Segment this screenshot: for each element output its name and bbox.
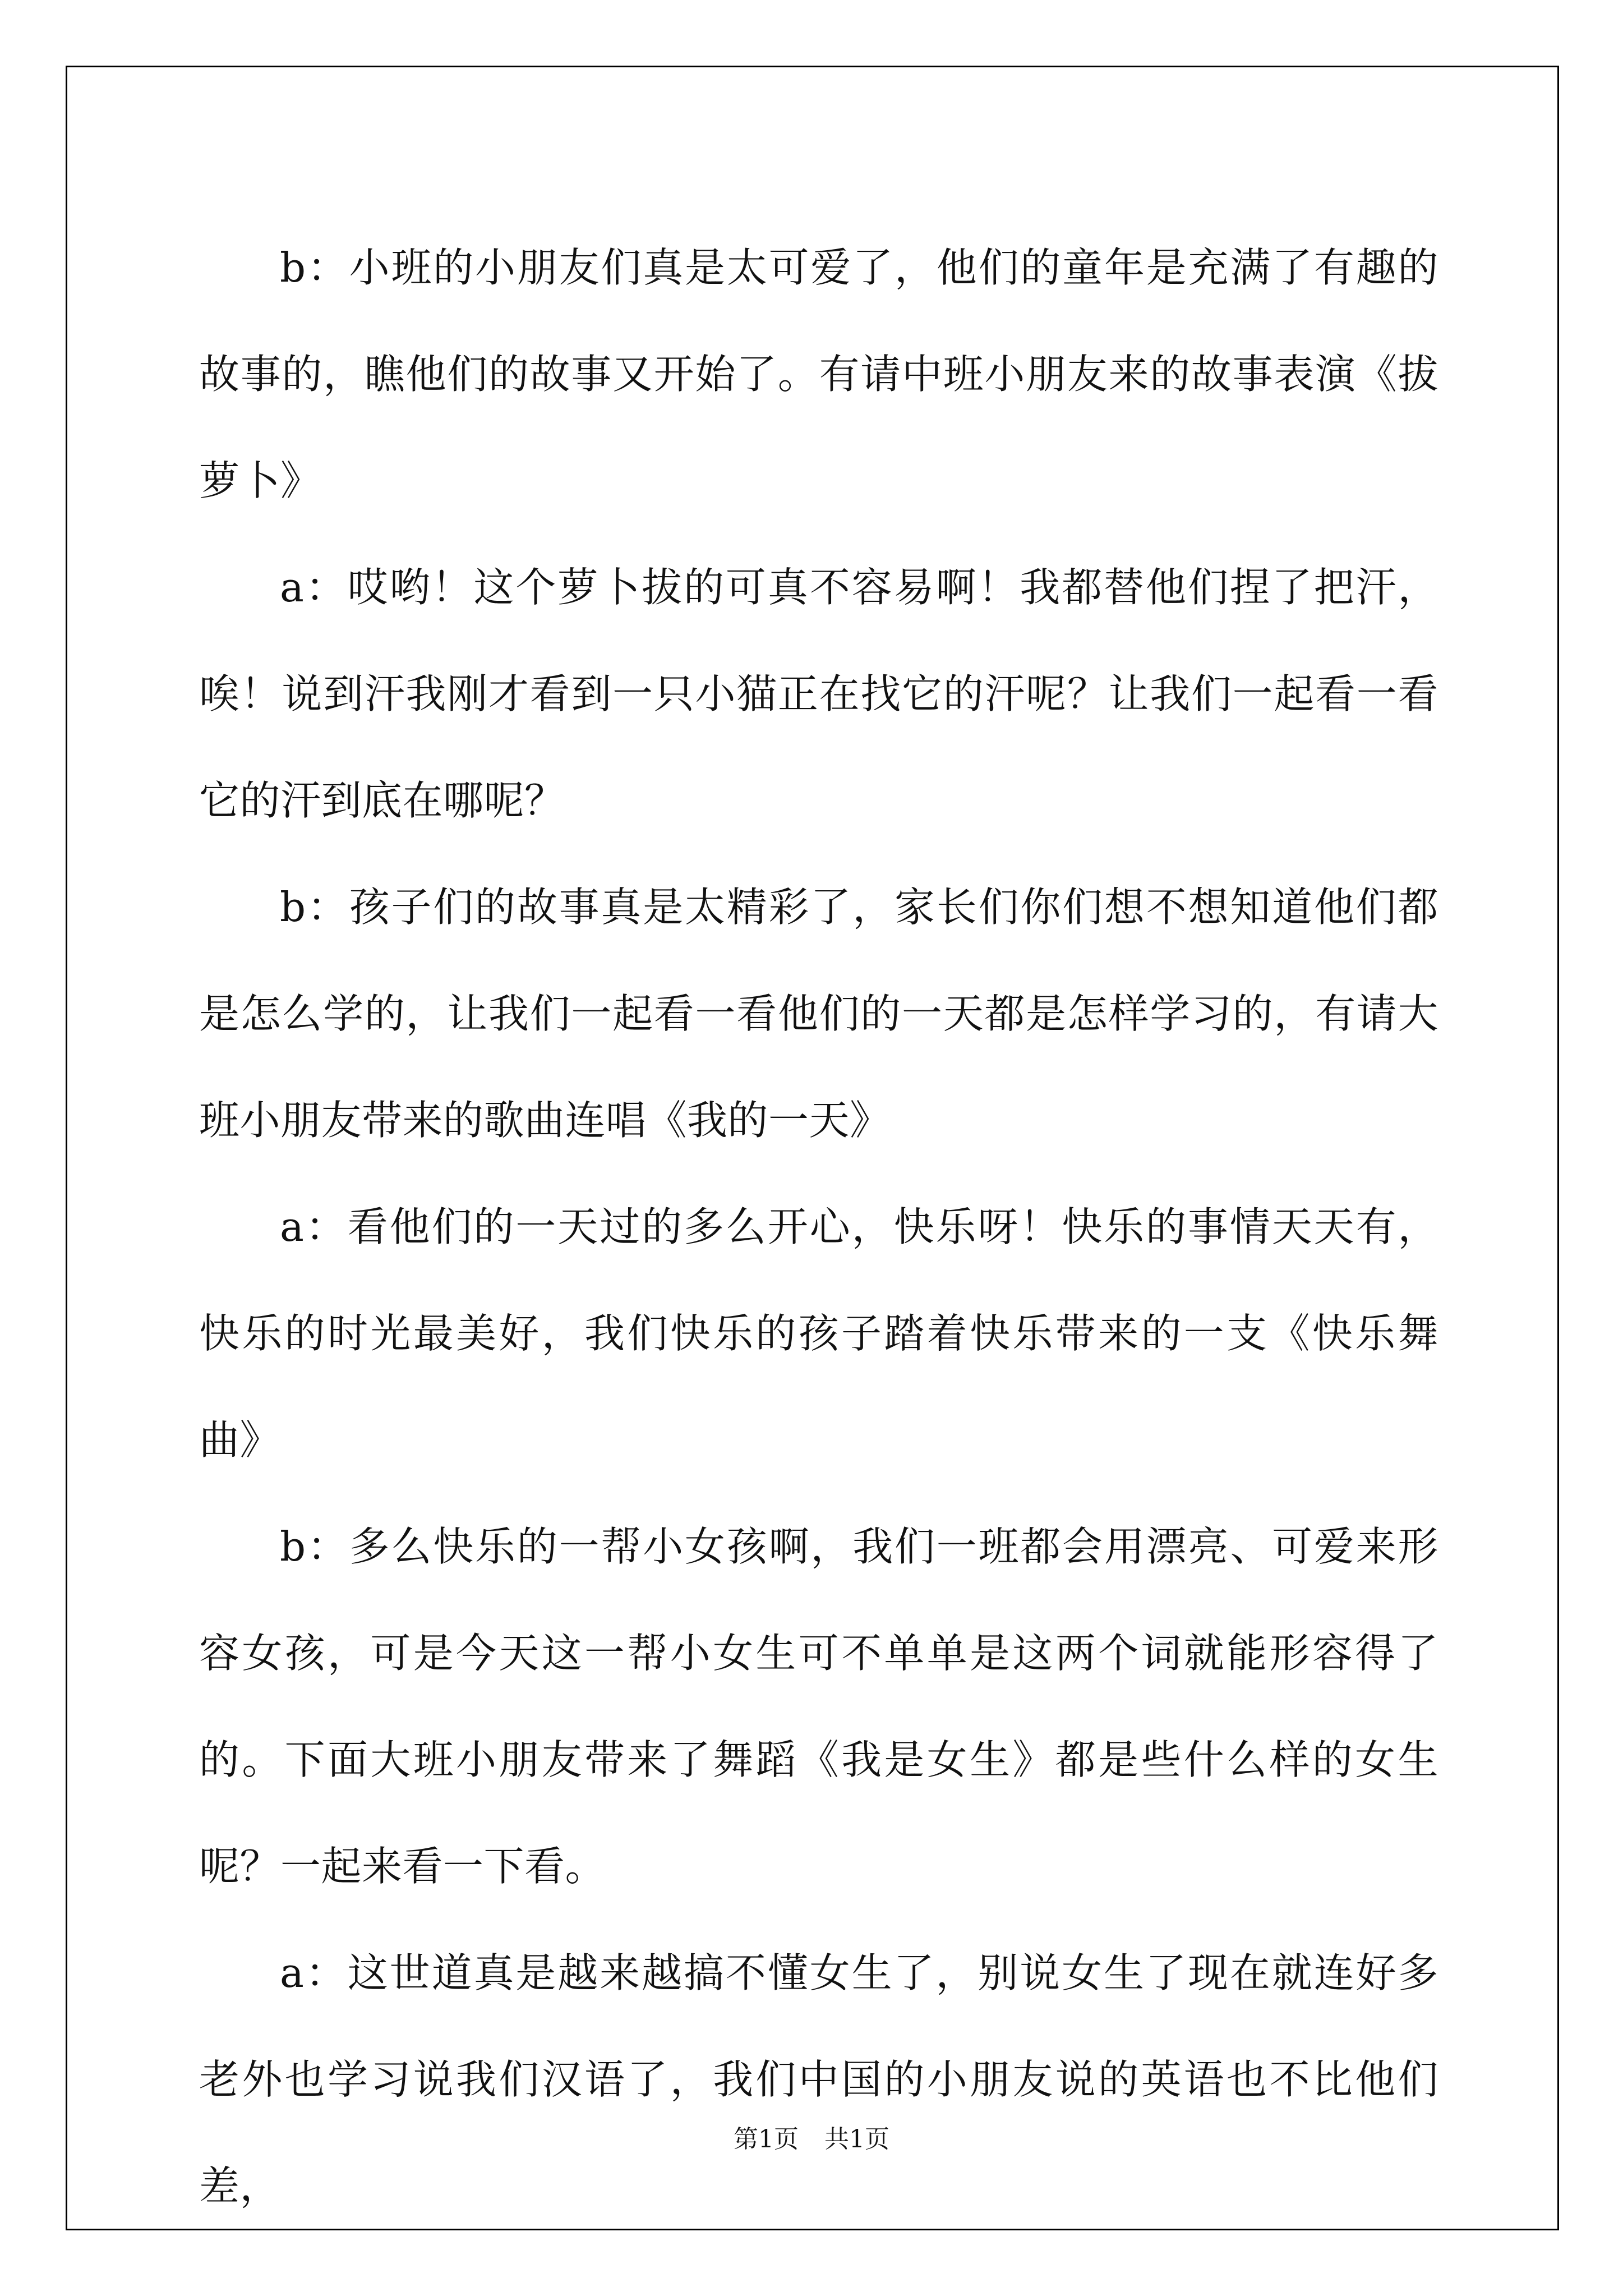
page-footer	[0, 2124, 1623, 2155]
page-number: 第1页	[734, 2125, 799, 2154]
paragraph-3: b：孩子们的故事真是太精彩了，家长们你们想不想知道他们都是怎么学的，让我们一起看一看他们的一天都是怎样学习的，有请大班小朋友带来的歌曲连唱《我的一天》	[199, 884, 1438, 1144]
paragraph-4: a：看他们的一天过的多么开心，快乐呀！快乐的事情天天有，快乐的时光最美好，我们快乐的孩子踏着快乐带来的一支《快乐舞曲》	[199, 1203, 1438, 1464]
paragraph-2: a：哎哟！这个萝卜拔的可真不容易啊！我都替他们捏了把汗，唉！说到汗我刚才看到一只小猫正在找它的汗呢？让我们一起看一看它的汗到底在哪呢？	[199, 564, 1438, 824]
paragraph-1: b：小班的小朋友们真是太可爱了，他们的童年是充满了有趣的故事的，瞧他们的故事又开始了。有请中班小朋友来的故事表演《拔萝卜》	[199, 244, 1438, 504]
paragraph-6: a：这世道真是越来越搞不懂女生了，别说女生了现在就连好多老外也学习说我们汉语了，我们中国的小朋友说的英语也不比他们差，	[199, 1949, 1438, 2210]
paragraph-5: b：多么快乐的一帮小女孩啊，我们一班都会用漂亮、可爱来形容女孩，可是今天这一帮小女生可不单单是这两个词就能形容得了的。下面大班小朋友带来了舞蹈《我是女生》都是些什么样的女生呢？一起来看一下看。	[199, 1523, 1438, 1890]
document-body	[199, 214, 1438, 2239]
page-total: 共1页	[824, 2125, 889, 2154]
